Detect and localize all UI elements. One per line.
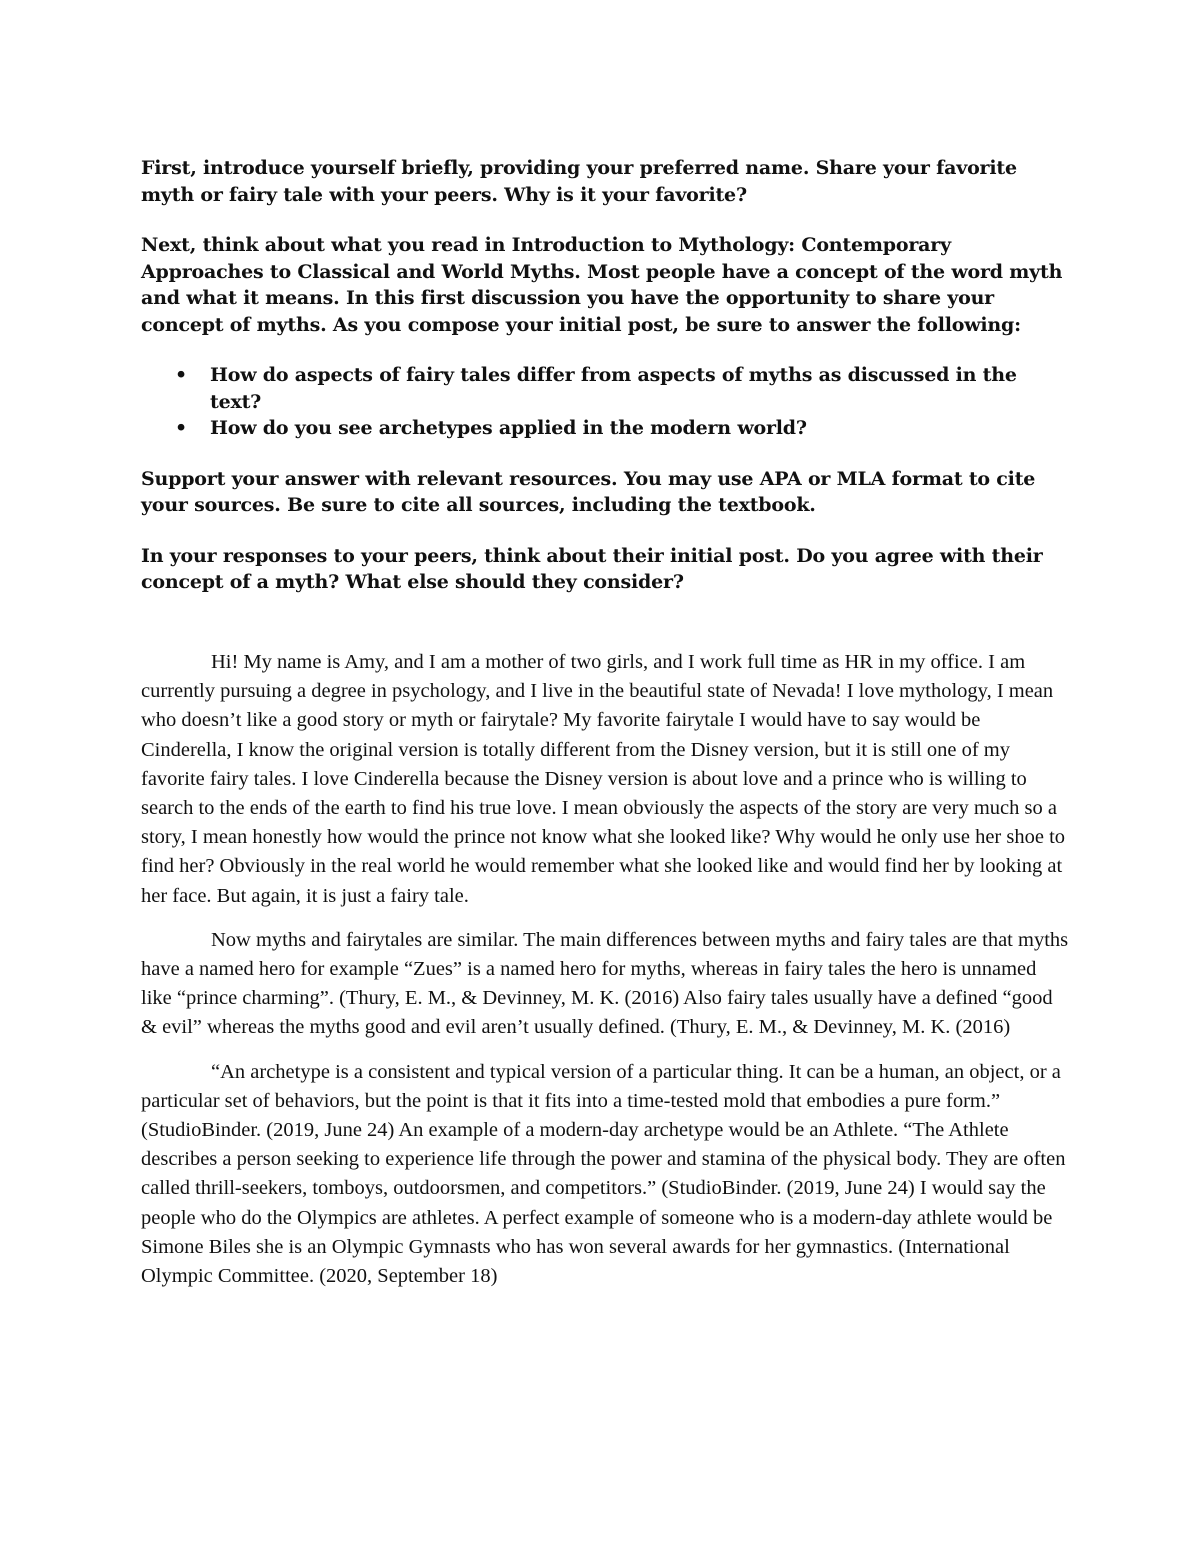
prompt-question-list <box>141 362 1071 442</box>
prompt-question-text: How do aspects of fairy tales differ from aspects of myths as discussed in the text? <box>210 364 1017 413</box>
prompt-resources-paragraph: Support your answer with relevant resources. You may use APA or MLA format to cite your sources. Be sure to cite all sources, including the textbook. <box>141 467 1036 516</box>
prompt-intro-paragraph: First, introduce yourself briefly, providing your preferred name. Share your favorite myth or fairy tale with your peers. Why is it your favorite? <box>141 157 1017 206</box>
answer-paragraph-archetypes: “An archetype is a consistent and typical version of a particular thing. It can be a human, an object, or a particular set of behaviors, but the point is that it fits into a time-tested mold that embodies a pure form.” (StudioBinder. (2019, June 24) An example of a modern-day archetype would be an Athlete. “The Athlete describes a person seeking to experience life through the power and stamina of the physical body. They are often called thrill-seekers, tomboys, outdoorsmen, and competitors.” (StudioBinder. (2019, June 24) I would say the people who do the Olympics are athletes. A perfect example of someone who is a modern-day athlete would be Simone Biles she is an Olympic Gymnasts who has won several awards for her gymnastics. (International Olympic Committee. (2020, September 18) <box>141 1060 1066 1288</box>
prompt-question-item <box>141 415 1071 442</box>
prompt-question-item <box>141 362 1071 415</box>
prompt-reading-paragraph: Next, think about what you read in Introduction to Mythology: Contemporary Approaches to Classical and World Myths. Most people have a concept of the word myth and what it means. In this first discussion you have the opportunity to share your concept of myths. As you compose your initial post, be sure to answer the following: <box>141 234 1063 336</box>
bullet-icon: • <box>175 364 187 386</box>
answer-paragraph-myths-vs-fairytales: Now myths and fairytales are similar. The main differences between myths and fairy tales are that myths have a named hero for example “Zues” is a named hero for myths, whereas in fairy tales the hero is unnamed like “prince charming”. (Thury, E. M., & Devinney, M. K. (2016) Also fairy tales usually have a defined “good & evil” whereas the myths good and evil aren’t usually defined. (Thury, E. M., & Devinney, M. K. (2016) <box>141 928 1069 1039</box>
discussion-prompt <box>141 155 1071 620</box>
prompt-question-text: How do you see archetypes applied in the modern world? <box>210 417 807 439</box>
student-answer <box>141 648 1071 1306</box>
answer-paragraph-introduction: Hi! My name is Amy, and I am a mother of two girls, and I work full time as HR in my office. I am currently pursuing a degree in psychology, and I live in the beautiful state of Nevada! I love mythology, I mean who doesn’t like a good story or myth or fairytale? My favorite fairytale I would have to say would be Cinderella, I know the original version is totally different from the Disney version, but it is still one of my favorite fairy tales. I love Cinderella because the Disney version is about love and a prince who is willing to search to the ends of the earth to find his true love. I mean obviously the aspects of the story are very much so a story, I mean honestly how would the prince not know what she looked like? Why would he only use her shoe to find her? Obviously in the real world he would remember what she looked like and would find her by looking at her face. But again, it is just a fairy tale. <box>141 651 1066 907</box>
bullet-icon: • <box>175 417 187 439</box>
prompt-peer-response-paragraph: In your responses to your peers, think about their initial post. Do you agree with their concept of a myth? What else should they consider? <box>141 544 1043 593</box>
